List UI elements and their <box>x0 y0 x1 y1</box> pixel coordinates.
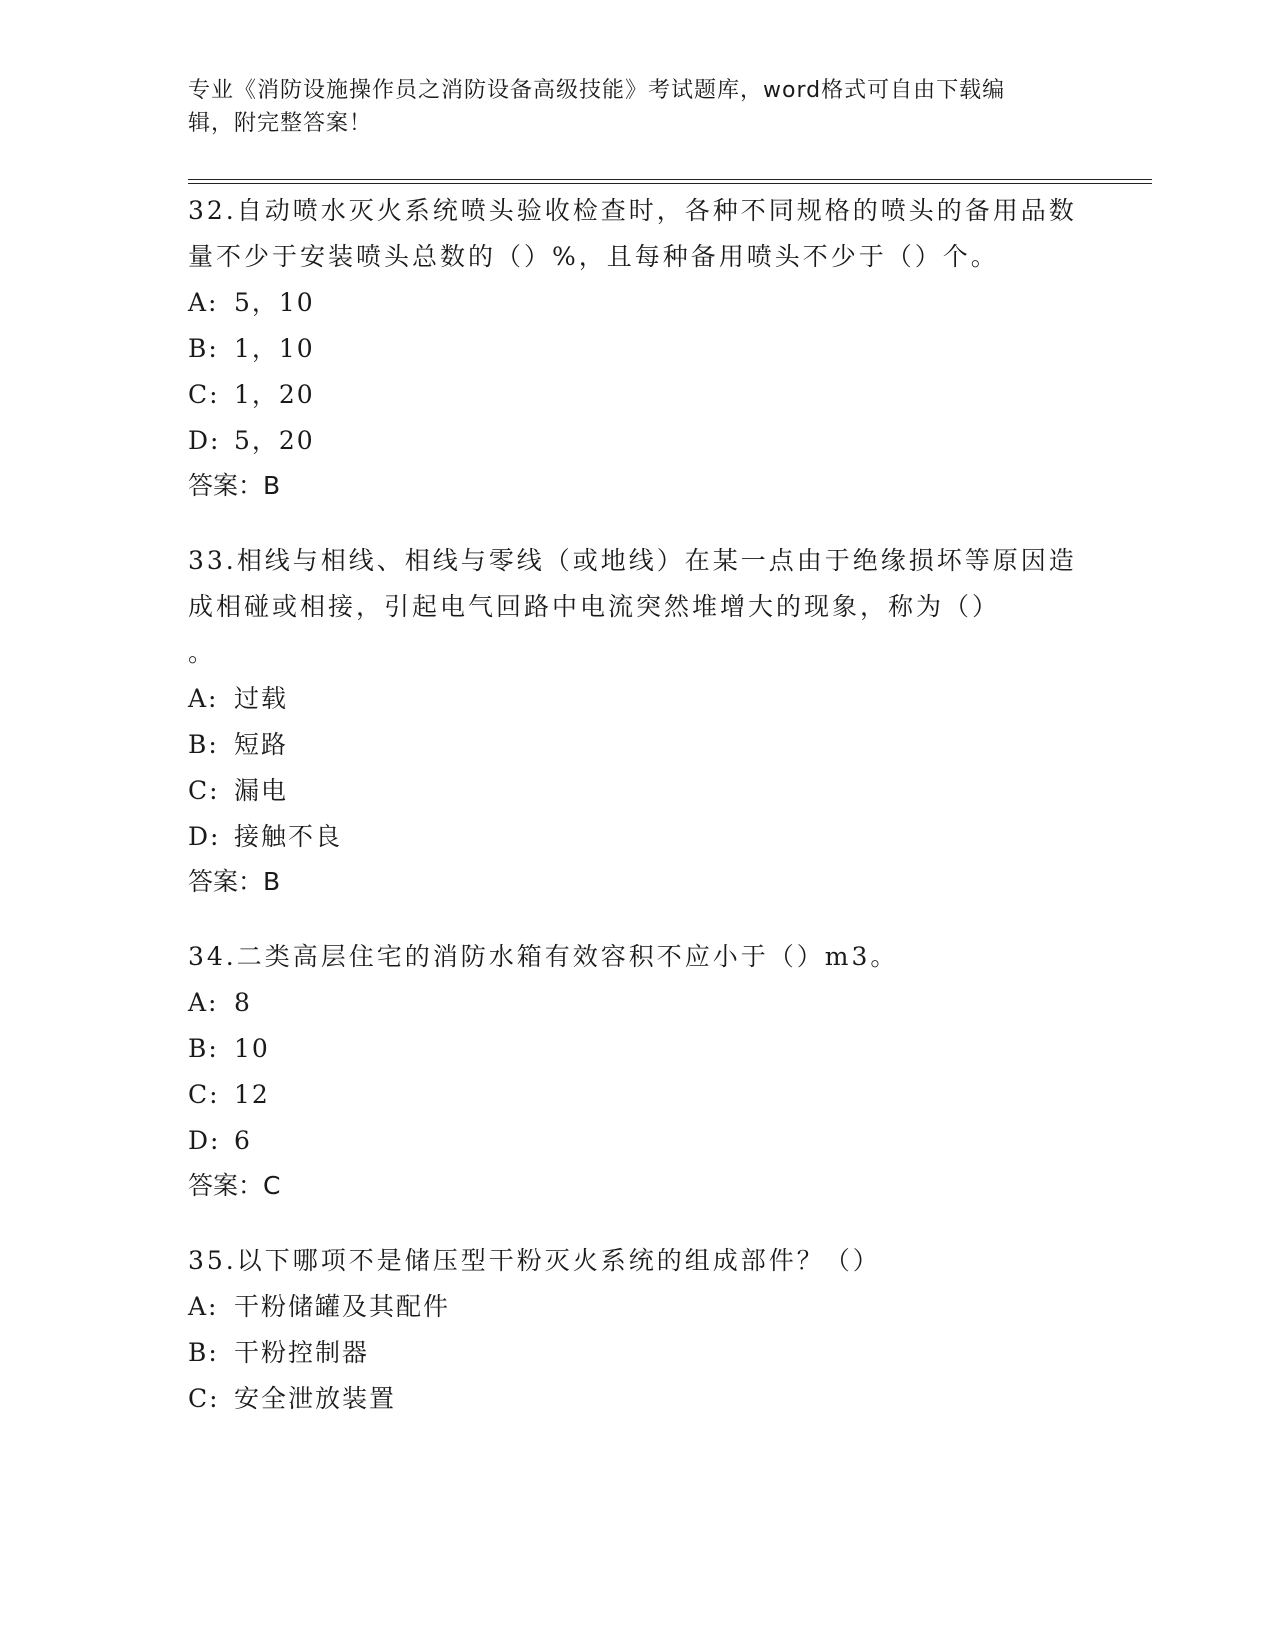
option-letter: C: <box>188 1384 220 1413</box>
option-text: 过载 <box>234 684 289 713</box>
option-text: 8 <box>234 988 252 1017</box>
header-divider-bottom <box>188 183 1152 184</box>
option-b[interactable] <box>188 1330 1088 1376</box>
option-letter: C: <box>188 380 220 409</box>
answer-label: 答案：B <box>188 867 281 896</box>
option-letter: A: <box>188 288 219 317</box>
question-35 <box>188 1238 1088 1422</box>
option-letter: C: <box>188 776 220 805</box>
option-text: 接触不良 <box>234 822 343 851</box>
option-letter: D: <box>188 822 221 851</box>
option-b[interactable] <box>188 326 1088 372</box>
option-letter: B: <box>188 1034 219 1063</box>
question-list <box>188 188 1088 1452</box>
option-b[interactable] <box>188 1026 1088 1072</box>
header-divider-top <box>188 179 1152 180</box>
option-a[interactable] <box>188 676 1088 722</box>
option-letter: B: <box>188 334 219 363</box>
option-text: 干粉储罐及其配件 <box>234 1292 451 1321</box>
option-text: 12 <box>234 1080 270 1109</box>
option-c[interactable] <box>188 768 1088 814</box>
question-text-tail: 。 <box>188 638 214 667</box>
option-letter: D: <box>188 426 221 455</box>
question-34 <box>188 934 1088 1208</box>
option-letter: D: <box>188 1126 221 1155</box>
option-letter: A: <box>188 1292 219 1321</box>
option-text: 安全泄放装置 <box>234 1384 397 1413</box>
question-text: 33.相线与相线、相线与零线（或地线）在某一点由于绝缘损坏等原因造成相碰或相接，引起电气回路中电流突然堆增大的现象，称为（） <box>188 546 1077 621</box>
answer-label: 答案：B <box>188 471 281 500</box>
option-text: 10 <box>234 1034 270 1063</box>
option-c[interactable] <box>188 1072 1088 1118</box>
option-letter: A: <box>188 988 219 1017</box>
answer-label: 答案：C <box>188 1171 281 1200</box>
option-text: 5，20 <box>234 426 315 455</box>
option-a[interactable] <box>188 280 1088 326</box>
question-text: 32.自动喷水灭火系统喷头验收检查时，各种不同规格的喷头的备用品数量不少于安装喷头总数的（）%，且每种备用喷头不少于（）个。 <box>188 196 1077 271</box>
option-d[interactable] <box>188 1118 1088 1164</box>
question-text: 35.以下哪项不是储压型干粉灭火系统的组成部件？（） <box>188 1246 881 1275</box>
option-letter: B: <box>188 1338 219 1367</box>
option-text: 短路 <box>234 730 289 759</box>
question-33 <box>188 538 1088 904</box>
option-b[interactable] <box>188 722 1088 768</box>
option-text: 5，10 <box>234 288 315 317</box>
option-letter: C: <box>188 1080 220 1109</box>
option-text: 干粉控制器 <box>234 1338 370 1367</box>
option-text: 漏电 <box>234 776 289 805</box>
option-d[interactable] <box>188 418 1088 464</box>
question-text: 34.二类高层住宅的消防水箱有效容积不应小于（）m3。 <box>188 942 899 971</box>
question-32 <box>188 188 1088 508</box>
option-d[interactable] <box>188 814 1088 860</box>
option-letter: A: <box>188 684 219 713</box>
option-text: 1，20 <box>234 380 315 409</box>
option-text: 6 <box>234 1126 252 1155</box>
option-letter: B: <box>188 730 219 759</box>
header-line-2: 辑，附完整答案！ <box>188 111 373 136</box>
option-a[interactable] <box>188 980 1088 1026</box>
option-c[interactable] <box>188 1376 1088 1422</box>
option-text: 1，10 <box>234 334 315 363</box>
header-line-1: 专业《消防设施操作员之消防设备高级技能》考试题库，word格式可自由下载编 <box>188 78 1006 103</box>
option-c[interactable] <box>188 372 1088 418</box>
document-header <box>188 74 1088 140</box>
option-a[interactable] <box>188 1284 1088 1330</box>
